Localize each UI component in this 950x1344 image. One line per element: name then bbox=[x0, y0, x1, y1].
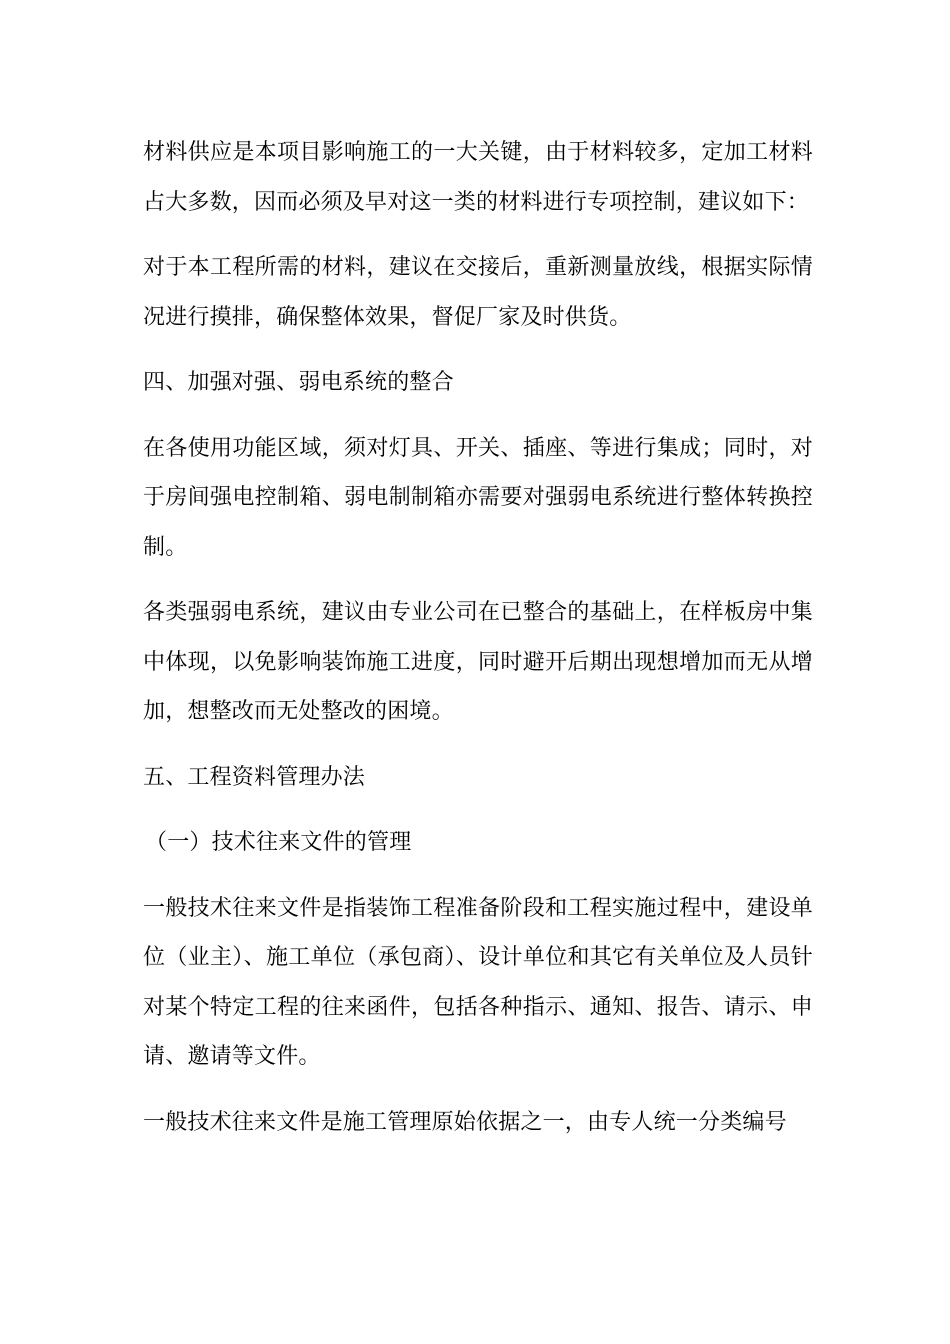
subsection-heading-technical-files: （一）技术往来文件的管理 bbox=[145, 830, 412, 855]
paragraph-material-supply: 材料供应是本项目影响施工的一大关键，由于材料较多，定加工材料占大多数，因而必须及早对这一类的材料进行专项控制，建议如下： bbox=[143, 140, 813, 215]
paragraph-electrical-systems: 各类强弱电系统，建议由专业公司在已整合的基础上，在样板房中集中体现，以免影响装饰施工进度，同时避开后期出现想增加而无从增加，想整改而无处整改的困境。 bbox=[143, 600, 813, 724]
paragraph-electrical-integration: 在各使用功能区域，须对灯具、开关、插座、等进行集成；同时，对于房间强电控制箱、弱电制制箱亦需要对强弱电系统进行整体转换控制。 bbox=[143, 435, 813, 560]
paragraph-technical-files-management: 一般技术往来文件是施工管理原始依据之一，由专人统一分类编号 bbox=[143, 1109, 787, 1135]
section-heading-records: 五、工程资料管理办法 bbox=[143, 764, 366, 790]
paragraph-technical-files-definition: 一般技术往来文件是指装饰工程准备阶段和工程实施过程中，建设单位（业主）、施工单位（承包商）、设计单位和其它有关单位及人员针对某个特定工程的往来函件，包括各种指示、通知、报告、请示、申请、邀请等文件。 bbox=[143, 895, 813, 1069]
document-body bbox=[143, 128, 813, 1163]
section-heading-electrical: 四、加强对强、弱电系统的整合 bbox=[143, 370, 454, 395]
paragraph-material-measurement: 对于本工程所需的材料，建议在交接后，重新测量放线，根据实际情况进行摸排，确保整体效果，督促厂家及时供货。 bbox=[143, 255, 813, 330]
